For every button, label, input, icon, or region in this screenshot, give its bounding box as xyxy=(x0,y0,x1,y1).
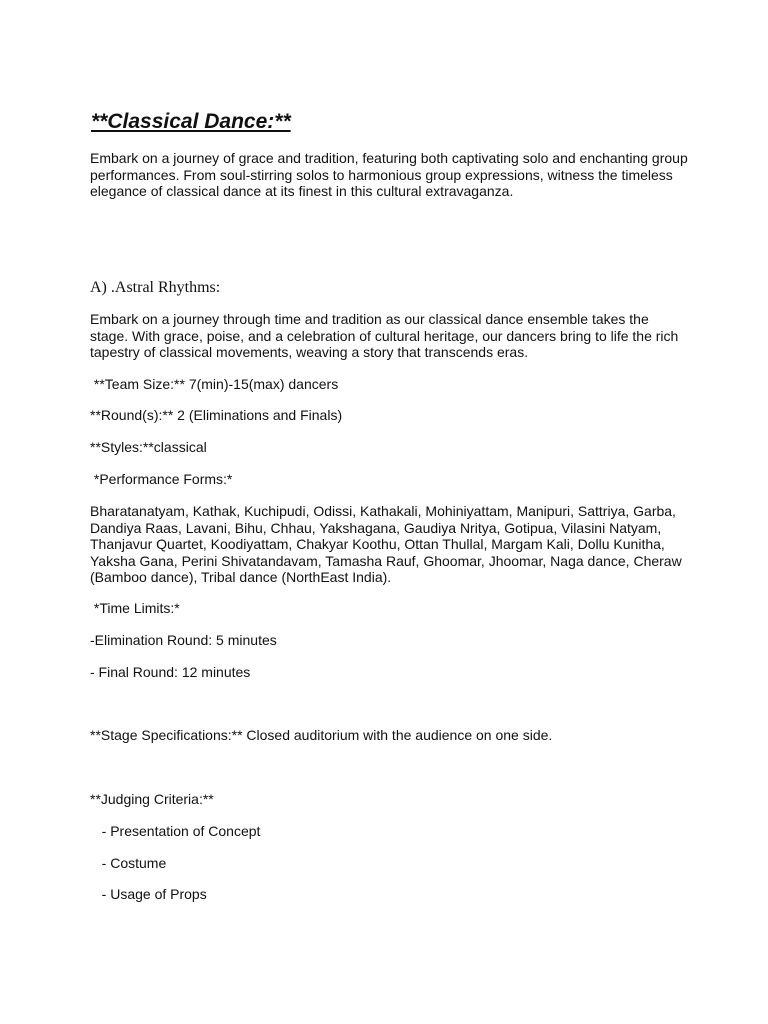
final-round-text: - Final Round: 12 minutes xyxy=(90,664,251,680)
judging-criterion-item: - Presentation of Concept xyxy=(90,823,261,839)
judging-criterion-item: - Usage of Props xyxy=(90,886,207,902)
judging-criteria-label: **Judging Criteria:** xyxy=(90,791,214,807)
performance-forms-label: *Performance Forms:* xyxy=(90,471,233,487)
time-limits-label: *Time Limits:* xyxy=(90,600,180,616)
styles-text: **Styles:**classical xyxy=(90,439,207,455)
team-size-text: **Team Size:** 7(min)-15(max) dancers xyxy=(90,376,339,392)
intro-paragraph: Embark on a journey of grace and tradition, featuring both captivating solo and enchanting group performances. From soul-stirring solos to harmonious group expressions, witness the timeless elegance of classical dance at its finest in this cultural extravaganza. xyxy=(90,150,688,199)
judging-criterion-item: - Costume xyxy=(90,855,167,871)
performance-forms-list: Bharatanatyam, Kathak, Kuchipudi, Odissi, Kathakali, Mohiniyattam, Manipuri, Sattriya, Garba, Dandiya Raas, Lavani, Bihu, Chhau, Yakshagana, Gaudiya Nritya, Gotipua, Vilasini Natyam, Thanjavur Quartet, Koodiyattam, Chakyar Koothu, Ottan Thullal, Margam Kali, Dollu Kunitha, Yaksha Gana, Perini Shivatandavam, Tamasha Rauf, Ghoomar, Jhoomar, Naga dance, Cheraw (Bamboo dance), Tribal dance (NorthEast India). xyxy=(90,503,682,585)
section-heading: A) .Astral Rhythms: xyxy=(90,279,221,296)
stage-specifications-text: **Stage Specifications:** Closed auditorium with the audience on one side. xyxy=(90,727,553,743)
rounds-text: **Round(s):** 2 (Eliminations and Finals) xyxy=(90,407,343,423)
elimination-round-text: -Elimination Round: 5 minutes xyxy=(90,632,277,648)
page-title: **Classical Dance:** xyxy=(91,110,291,133)
section-description: Embark on a journey through time and tradition as our classical dance ensemble takes the stage. With grace, poise, and a celebration of cultural heritage, our dancers bring to life the rich tapestry of classical movements, weaving a story that transcends eras. xyxy=(90,311,679,360)
